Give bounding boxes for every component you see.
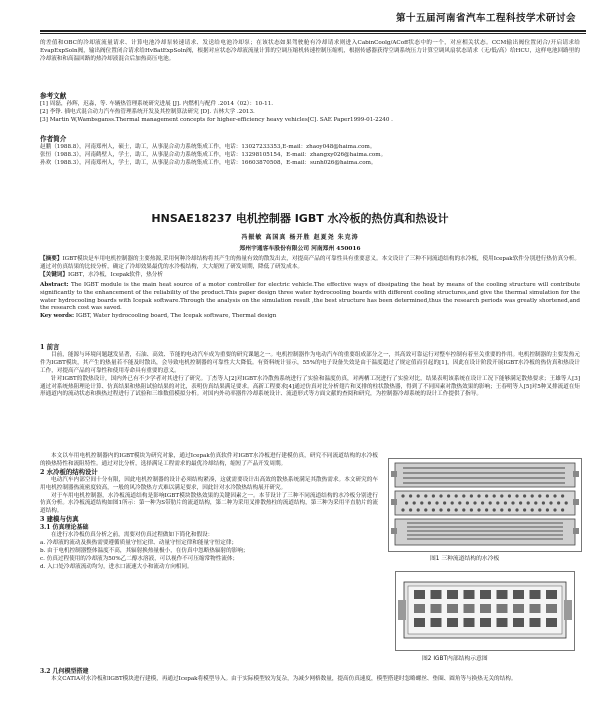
pin-fin <box>557 501 560 504</box>
pin-fin <box>538 508 541 511</box>
plate-b <box>391 491 579 515</box>
article-affiliation: 郑州宇通客车股份有限公司 河南郑州 450016 <box>239 246 361 252</box>
author-bio-item: 张恒（1988.3），河南鹤壁人，学士，助工，从事混合动力系统集成工作，电话：13298105154，E-mail：zhangxy026@haima.com。 <box>40 151 387 158</box>
pin-fin <box>515 508 518 511</box>
pin-fin <box>500 494 503 497</box>
pin-fin <box>424 508 427 511</box>
previous-article-tail <box>40 40 580 64</box>
abstract-en-text: The IGBT module is the main heat source of a motor controller for electric vehicle.The effective ways of dissipating the heat by means of the cooling structure will contribute significantly to the enhancement of the reliability of the product.This paper design three water hydrocooling boards with different cooling structures,and give the thermal simulation for the water hydrocooling boards with Icepak software.Through the analysis on the simulation result ,the best structure has been determined,thus the research periods was greatly shortened,and the research cost was saved. <box>40 281 580 312</box>
pin-fin <box>508 508 511 511</box>
pin-fin <box>462 508 465 511</box>
assumption-item: c. 仿真过程使用的冷却液为50%乙二醇水溶液，可以视作不可压缩常物性流体； <box>40 555 239 562</box>
pin-fin <box>489 501 492 504</box>
intro-paragraph: 的差值和OBC的冷却液流量请求、计算电池冷却泵转速请求、发送给电池冷却泵；在该状态如果驾驶舱有冷却请求则进入CabinCoolg/ACoff状态中的一个，对应相关状态。CCM输出阀位置闭合/开启请求给EvapExpSoln阀，输出阀位置闭合请求给HvBatExpSoln阀，根据对应状态冷却液流量计算的空调压缩机转速控制压缩机，根据传感器获得空调系统压力计算空调风扇状态请求（无/低/高）给HCU，这样电池回路里的冷却液和和高温回路的热冷却液混合后加热高压电池。 <box>40 40 580 62</box>
section-2-p1: 电动汽车内部空间十分有限，因此电机控制器的设计必须结构紧凑，这就需要设计出高效的散热系统满足其散热需求。本文研究的车用电机控制器热流密度较高，一般的风冷散热方式难以满足要求，因此针对水冷散热结构展开研究。 <box>40 476 378 491</box>
pin-fin <box>508 494 511 497</box>
igbt-chip <box>546 618 557 627</box>
assumption-item: d. 入口处冷却液流动均匀，进水口流速大小和流动方向相同。 <box>40 563 193 570</box>
igbt-chip <box>513 590 524 599</box>
pin-fin <box>531 508 534 511</box>
pin-fin <box>451 501 454 504</box>
pin-fin <box>496 501 499 504</box>
pin-fin <box>485 494 488 497</box>
pin-fin <box>519 501 522 504</box>
pin-fin <box>561 494 564 497</box>
pin-fin <box>481 501 484 504</box>
section-1 <box>40 344 580 399</box>
pin-fin <box>470 508 473 511</box>
igbt-chip <box>513 604 524 613</box>
figure-1-image <box>388 458 582 552</box>
pin-fin <box>493 494 496 497</box>
igbt-chip <box>497 604 508 613</box>
references-heading: 参考文献 <box>40 92 67 100</box>
section-1-p1: 目前，能源与环境问题越发显著，石油、高效、节能的电动汽车成为重要的研究课题之一。电机控制器作为电动汽车的重要组成部分之一，其高效可靠运行对整车控制有着至关重要的作用。电机控制器的主要发热元件为IGBT模块，其产生的热量若不能及时散出，会导致电机控制器的可靠性大大降低。有资料统计显示，55%的电子设备失效是由于温度超过了规定值而引起的[1]，因此在设计阶段开展IGBT水冷板的热仿真和热设计工作，对提高产品的可靠性和使用寿命具有重要的意义。 <box>40 351 580 374</box>
section-2-heading: 2 水冷板的结构设计 <box>40 467 98 476</box>
header-rule-thin <box>40 33 586 34</box>
article-authors: 冯振敏 高国真 杨开胜 赵夏尧 朱克涛 <box>241 234 359 241</box>
igbt-chip <box>431 618 442 627</box>
section-1-p3: 本文以车用电机控制器内的IGBT模块为研究对象，通过Icepak仿真软件对IGBT水冷板进行建模仿真，研究不同流道结构的水冷板的换热特性和流阻特性。通过对比分析，选择满足工程需求的最优冷却结构，缩短了产品开发周期。 <box>40 453 378 467</box>
abstract-cn-label: 【摘要】 <box>40 256 63 262</box>
igbt-chip <box>497 590 508 599</box>
pin-fin <box>447 508 450 511</box>
igbt-chip <box>414 590 425 599</box>
pin-fin <box>417 508 420 511</box>
pin-fin <box>455 494 458 497</box>
pin-fin <box>473 501 476 504</box>
pin-fin <box>470 494 473 497</box>
pin-fin <box>405 501 408 504</box>
section-1-heading: 1 前言 <box>40 343 60 351</box>
pin-fin <box>546 494 549 497</box>
pin-fin <box>432 494 435 497</box>
journal-header: 第十五届河南省汽车工程科技学术研讨会 <box>395 13 576 24</box>
pin-fin <box>549 501 552 504</box>
keywords-cn-text: IGBT，水冷板，Icepak软件，热分析 <box>67 271 163 278</box>
pin-fin <box>515 494 518 497</box>
assumption-item: b. 由于电机控制器整体温度不高，其辐射换热量极小，在仿真中忽略热辐射的影响； <box>40 547 249 554</box>
reference-item: [1] 周磊，孙辉，迟淼，等. 车辆热管理系统研究进展 [J]. 内燃机与配件 .2014（02）：10-11. <box>40 100 274 107</box>
pin-fin <box>432 508 435 511</box>
pin-fin <box>523 508 526 511</box>
left-column <box>40 453 378 572</box>
pin-fin <box>462 494 465 497</box>
pin-fin <box>485 508 488 511</box>
pin-fin <box>409 508 412 511</box>
igbt-chip <box>447 604 458 613</box>
author-bios-heading: 作者简介 <box>40 135 67 143</box>
pin-fin <box>424 494 427 497</box>
igbt-chip <box>431 604 442 613</box>
header-rule <box>40 30 586 32</box>
pin-fin <box>458 501 461 504</box>
abstract-section <box>40 256 580 321</box>
section-3-1-heading: 3.1 仿真理论基础 <box>40 524 89 532</box>
section-3-heading: 3 建模与仿真 <box>40 515 79 524</box>
pin-fin <box>534 501 537 504</box>
igbt-chip <box>480 604 491 613</box>
pin-fin <box>435 501 438 504</box>
pin-fin <box>417 494 420 497</box>
plate-a <box>391 463 579 487</box>
keywords-en-text: IGBT, Water hydrocooling board, The Icepak software, Thermal design <box>75 313 277 320</box>
reference-item: [2] 李铮. 插电式混合动力汽车热管理系统开发及其控制算法研究 [D]. 吉林大学 .2013. <box>40 108 255 115</box>
keywords-en-label: Key words: <box>40 313 75 320</box>
igbt-chip <box>480 618 491 627</box>
abstract-en <box>40 282 580 314</box>
pin-fin <box>439 494 442 497</box>
references <box>40 93 580 125</box>
pin-fin <box>542 501 545 504</box>
pin-fin <box>561 508 564 511</box>
section-3-2-text: 本文CATIA对水冷板和IGBT模块进行建模，再通过Icepak将模型导入。由于实际模型较为复杂，为减少网格数量，提高仿真速度，模型搭建时忽略螺丝、垫圈、圆角等与换热无关的结构。 <box>51 675 517 682</box>
pin-fin <box>527 501 530 504</box>
pin-fin <box>409 494 412 497</box>
section-3-2-heading: 3.2 几何模型搭建 <box>40 668 89 675</box>
igbt-chip <box>447 618 458 627</box>
pin-fin <box>511 501 514 504</box>
pin-fin <box>504 501 507 504</box>
pin-fin <box>466 501 469 504</box>
pin-fin <box>477 494 480 497</box>
igbt-chip <box>414 604 425 613</box>
igbt-chip <box>530 618 541 627</box>
pin-fin <box>531 494 534 497</box>
pin-fin <box>439 508 442 511</box>
pin-fin <box>401 494 404 497</box>
igbt-chip <box>530 590 541 599</box>
igbt-chip <box>513 618 524 627</box>
author-bio-item: 赵鹏（1988.8），河南郑州人，硕士，助工，从事混合动力系统集成工作，电话：13027233353,E-mail：zhaoy048@haima.com。 <box>40 143 376 150</box>
author-bio-item: 孙欢（1988.3），河南郑州人，学士，助工，从事混合动力系统集成工作，电话：16603870508，E-mail：sunh026@haima.com。 <box>40 159 377 166</box>
abstract-cn-text: IGBT模块是车用电机控制器的主要热源,采用何种冷却结构将其产生的热量有效的散发出去，对提高产品的可靠性具有重要意义。本文设计了三种不同流道结构的水冷板，使用Icepak软件分别进行热仿真分析。通过对仿真结果的比较分析，确定了冷却效果最优的水冷板结构，大大缩短了研发周期，降低了研发成本。 <box>40 256 580 270</box>
pin-fin <box>553 494 556 497</box>
pin-fin <box>428 501 431 504</box>
article-title: HNSAE18237 电机控制器 IGBT 水冷板的热仿真和热设计 <box>151 212 449 225</box>
figure-2-image <box>395 571 575 651</box>
igbt-chip <box>546 590 557 599</box>
keywords-cn-label: 【关键词】 <box>40 271 68 278</box>
plate-c <box>391 519 579 545</box>
igbt-chip <box>414 618 425 627</box>
pin-fin <box>477 508 480 511</box>
assumption-item: a. 冷却液的流动及换热需要遵循质量守恒定律、动量守恒定律和能量守恒定律； <box>40 539 238 546</box>
pin-fin <box>413 501 416 504</box>
pin-fin <box>546 508 549 511</box>
pin-fin <box>493 508 496 511</box>
igbt-chip <box>431 590 442 599</box>
pin-fin <box>420 501 423 504</box>
section-1-p2: 针对IGBT的散热设计，国内外已有不少学者对其进行了研究。丁杰等人[2]对IGBT水冷散热系统进行了实验和温度仿真，对两栖工况进行了实验对比，结果表明该系统在设计工况下能够满足散热要求；王雄等人[3]通过对系统热阻理论计算、仿真结果和热阻试验结果的对比，表明仿真结果满足要求。高新工程要求[4]通过仿真对比分析翅片和叉排的柱状散热器，得到了不同因素对散热效果的影响；王春明等人[5]对5种叉排流道在矩形通道内的流动状态和换热过程进行了试验和三维数值模拟分析。对国内外功率器件冷却系统设计、流道形式等方面文献的查阅和研究，为控制器冷却系统的设计工作提供了指导。 <box>40 375 580 398</box>
igbt-chip <box>546 604 557 613</box>
pin-fin <box>455 508 458 511</box>
section-2-p2: 对于车用电机控制器，水冷板流道结构是影响IGBT模块散热效果的关键因素之一。本节设计了三种不同流道结构的水冷板分别进行仿真分析。水冷板流道结构如图1所示：第一种为S带肋片的流道结构，第二种为采用叉排散热柱的流道结构，第三种为采用平直肋片的流道结构。 <box>40 492 378 515</box>
pin-fin <box>553 508 556 511</box>
igbt-chip <box>464 590 475 599</box>
abstract-cn <box>40 256 580 272</box>
figure-1-caption: 图1 三种流道结构的水冷板 <box>430 556 500 562</box>
igbt-chip <box>447 590 458 599</box>
pin-fin <box>523 494 526 497</box>
abstract-en-label: Abstract: <box>40 281 69 288</box>
reference-item: [3] Martin W,Wambsganss.Thermal management concepts for higher-efficiency heavy vehicles[C]. SAE Paper1999-01-2240 . <box>40 116 393 123</box>
igbt-chip <box>464 618 475 627</box>
pin-fin <box>500 508 503 511</box>
figure-2-caption: 图2 IGBT内部结构示意图 <box>422 656 488 662</box>
pin-fin <box>565 501 568 504</box>
igbt-chip <box>480 590 491 599</box>
igbt-chip <box>497 618 508 627</box>
igbt-chip <box>530 604 541 613</box>
pin-fin <box>447 494 450 497</box>
keywords-cn <box>40 272 580 280</box>
section-3-2 <box>40 668 580 684</box>
section-3-intro: 在进行水冷板仿真分析之前，需要对仿真过程做如下简化和假设： <box>51 532 214 539</box>
author-bios <box>40 136 580 168</box>
pin-fin <box>538 494 541 497</box>
pin-fin <box>443 501 446 504</box>
pin-fin <box>401 508 404 511</box>
keywords-en <box>40 313 580 321</box>
igbt-chip <box>464 604 475 613</box>
